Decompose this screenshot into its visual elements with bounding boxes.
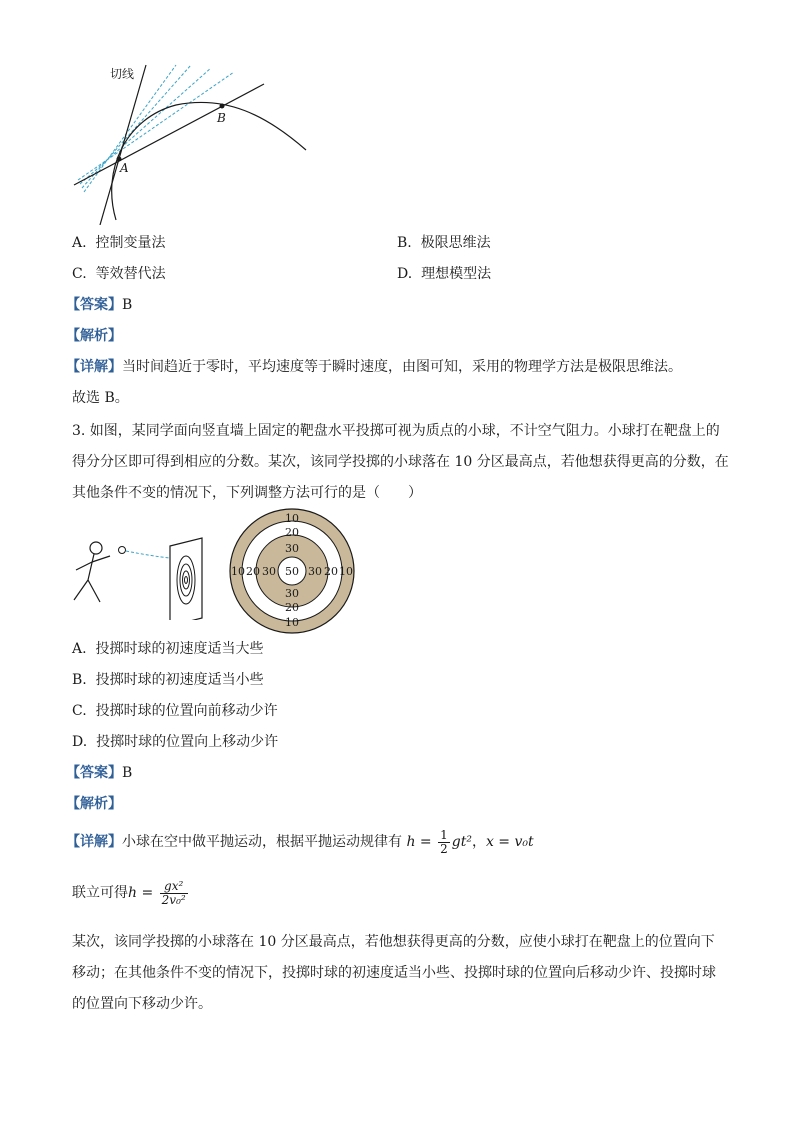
q3-answer: 【答案】B	[66, 765, 133, 781]
secant-ab-line	[74, 84, 264, 185]
q2-analysis-tag: 【解析】	[66, 328, 122, 344]
wall-board	[170, 538, 202, 620]
q3-stem-line2: 得分分区即可得到相应的分数。某次，该同学投掷的小球落在 10 分区最高点，若他想获得更高的分数，在	[72, 454, 729, 470]
point-b	[220, 104, 225, 109]
score-right-20: 20	[324, 565, 338, 578]
label-b: B	[217, 111, 226, 125]
score-bottom-30: 30	[285, 587, 299, 600]
ball-trajectory	[126, 551, 170, 558]
thrower-figure	[66, 530, 216, 620]
q3-detail: 【详解】小球在空中做平抛运动，根据平抛运动规律有 h = $\frac{1}{2}$ gt²，x = v₀t	[66, 827, 534, 856]
label-a: A	[120, 161, 129, 175]
secant-line	[78, 72, 234, 180]
score-top-30: 30	[285, 542, 299, 555]
q2-option-b: B. 极限思维法	[397, 235, 491, 251]
trajectory-curve	[112, 102, 306, 220]
q3-combine: 联立可得h = $\frac{\text{gx²}}{\text{2v₀²}}$	[72, 878, 186, 907]
q3-para-line2: 移动；在其他条件不变的情况下，投掷时球的初速度适当小些、投掷时球的位置向后移动少许、投掷时球	[72, 965, 716, 981]
score-right-10: 10	[339, 565, 353, 578]
q3-analysis-tag: 【解析】	[66, 796, 122, 812]
q2-answer: 【答案】B	[66, 297, 133, 313]
ball	[119, 547, 126, 554]
fraction-result: $\frac{\text{gx²}}{\text{2v₀²}}$	[161, 878, 186, 907]
secant-line	[82, 65, 191, 188]
q2-conclusion: 故选 B。	[72, 390, 129, 406]
q2-detail: 【详解】当时间趋近于零时，平均速度等于瞬时速度，由图可知，采用的物理学方法是极限思维法。	[66, 359, 682, 375]
score-bottom-10: 10	[285, 616, 299, 629]
q2-option-c: C. 等效替代法	[72, 266, 166, 282]
target-board	[229, 508, 355, 634]
q3-option-b: B. 投掷时球的初速度适当小些	[72, 672, 264, 688]
score-top-20: 20	[285, 526, 299, 539]
q2-option-d: D. 理想模型法	[397, 266, 492, 282]
tangent-secant-figure	[66, 60, 316, 225]
score-bottom-20: 20	[285, 601, 299, 614]
secant-line	[80, 68, 211, 184]
score-center-50: 50	[285, 565, 299, 578]
q3-option-c: C. 投掷时球的位置向前移动少许	[72, 703, 278, 719]
q3-option-a: A. 投掷时球的初速度适当大些	[72, 641, 264, 657]
score-top-10: 10	[285, 512, 299, 525]
q3-stem-line3: 其他条件不变的情况下，下列调整方法可行的是（ ）	[72, 485, 422, 501]
q3-stem-line1: 3. 如图，某同学面向竖直墙上固定的靶盘水平投掷可视为质点的小球，不计空气阻力。小球打在靶盘上的	[72, 423, 720, 439]
q3-option-d: D. 投掷时球的位置向上移动少许	[72, 734, 279, 750]
q3-para-line1: 某次，该同学投掷的小球落在 10 分区最高点，若他想获得更高的分数，应使小球打在靶盘上的位置向下	[72, 934, 715, 950]
q3-para-line3: 的位置向下移动少许。	[72, 996, 212, 1012]
score-left-10: 10	[231, 565, 245, 578]
q2-option-a: A. 控制变量法	[72, 235, 166, 251]
score-left-20: 20	[246, 565, 260, 578]
person-head	[90, 542, 102, 554]
fraction-half: $\frac{1}{2}$	[440, 827, 448, 856]
score-left-30: 30	[262, 565, 276, 578]
score-right-30: 30	[308, 565, 322, 578]
label-tangent: 切线	[110, 67, 135, 81]
